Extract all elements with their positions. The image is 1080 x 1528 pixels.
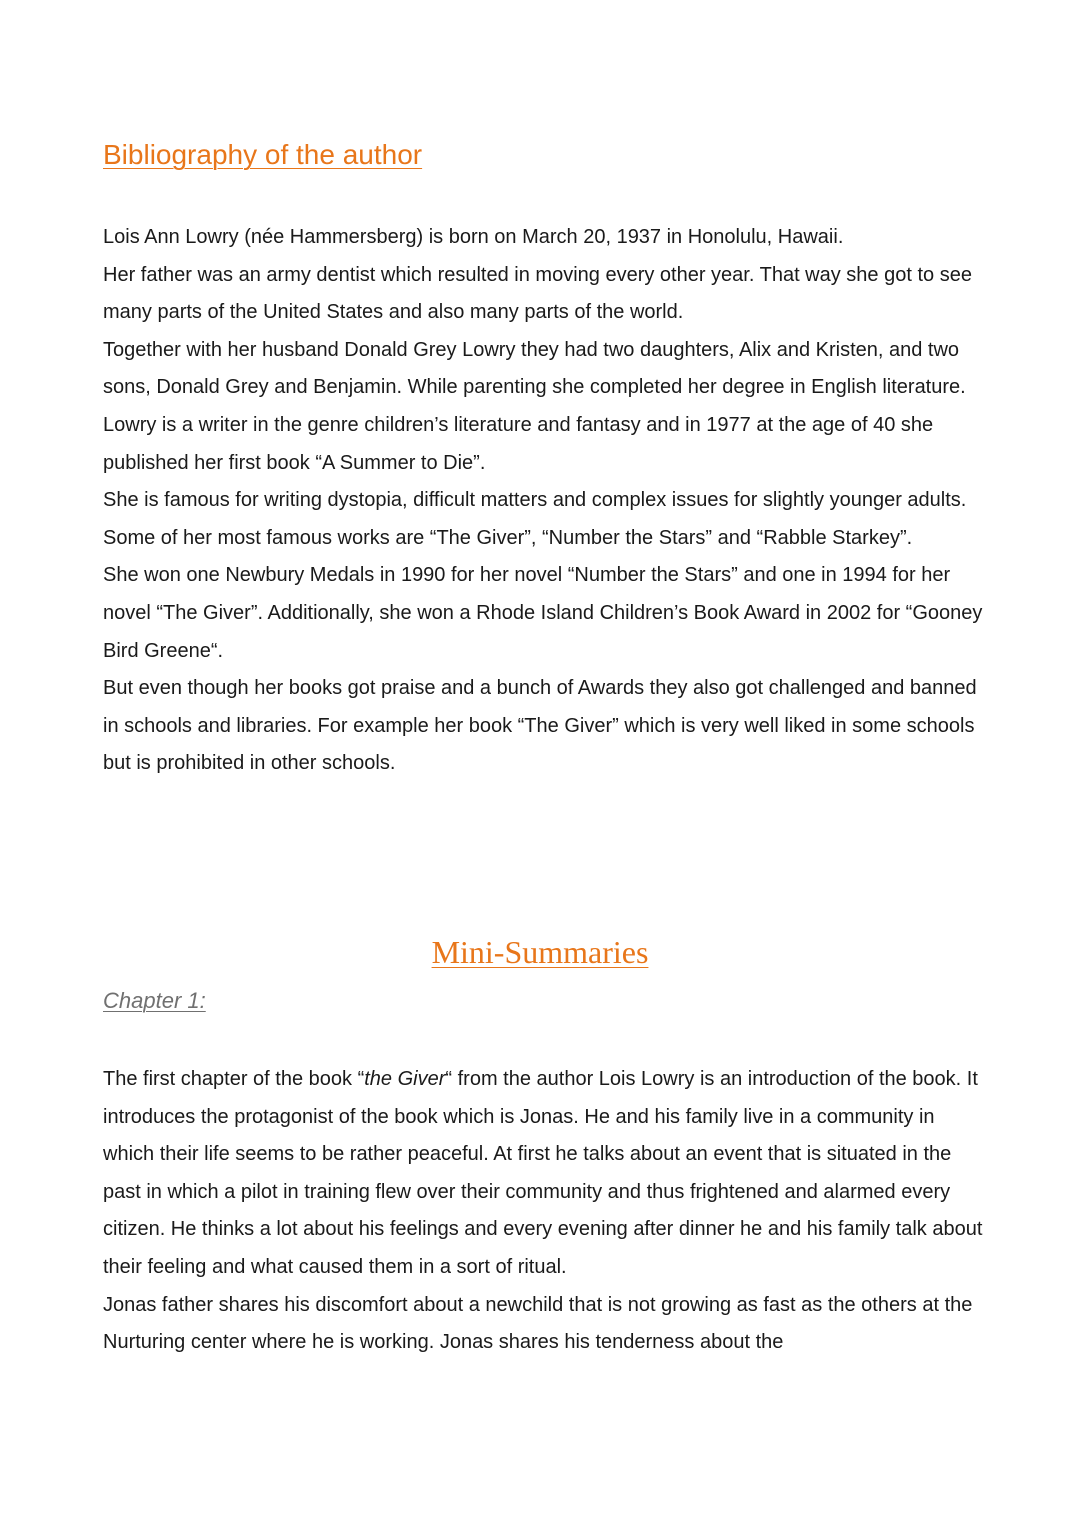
bibliography-body <box>103 219 983 783</box>
chapter-1-paragraph-2: Jonas father shares his discomfort about a newchild that is not growing as fast as the others at the Nurturing center where he is working. Jonas shares his tenderness about the <box>103 1293 973 1354</box>
chapter-1-heading: Chapter 1: <box>103 988 206 1013</box>
chapter-1-text-b: “ from the author Lois Lowry is an introduction of the book. It introduces the protagonist of the book which is Jonas. He and his family live in a community in which their life seems to be rather peaceful. At first he talks about an event that is situated in the past in which a pilot in training flew over their community and thus frightened and alarmed every citizen. He thinks a lot about his feelings and every evening after dinner he and his family talk about their feeling and what caused them in a sort of ritual. <box>103 1068 983 1278</box>
chapter-1-body <box>103 1061 983 1362</box>
bio-paragraph-5: She is famous for writing dystopia, difficult matters and complex issues for slightly younger adults. Some of her most famous works are “The Giver”, “Number the Stars” and “Rabble Starkey”. <box>103 489 967 549</box>
bio-paragraph-3: Together with her husband Donald Grey Lowry they had two daughters, Alix and Kristen, and two sons, Donald Grey and Benjamin. While parenting she completed her degree in English literature. <box>103 338 966 399</box>
book-title: the Giver <box>364 1068 446 1090</box>
bio-paragraph-4: Lowry is a writer in the genre children’s literature and fantasy and in 1977 at the age of 40 she published her first book “A Summer to Die”. <box>103 413 934 474</box>
bio-paragraph-7: But even though her books got praise and a bunch of Awards they also got challenged and banned in schools and libraries. For example her book “The Giver” which is very well liked in some schools but is prohibited in other schools. <box>103 677 977 775</box>
bio-paragraph-2: Her father was an army dentist which resulted in moving every other year. That way she got to see many parts of the United States and also many parts of the world. <box>103 263 972 324</box>
chapter-1-paragraph-1 <box>103 1061 983 1287</box>
bio-paragraph-6: She won one Newbury Medals in 1990 for her novel “Number the Stars” and one in 1994 for her novel “The Giver”. Additionally, she won a Rhode Island Children’s Book Award in 2002 for “Gooney Bird Greene“. <box>103 564 983 662</box>
document-page <box>103 0 983 1528</box>
mini-summaries-heading: Mini-Summaries <box>431 934 649 970</box>
bio-paragraph-1: Lois Ann Lowry (née Hammersberg) is born on March 20, 1937 in Honolulu, Hawaii. <box>103 226 844 248</box>
chapter-1-text-a: The first chapter of the book “ <box>103 1068 365 1090</box>
bibliography-heading: Bibliography of the author <box>103 139 423 170</box>
